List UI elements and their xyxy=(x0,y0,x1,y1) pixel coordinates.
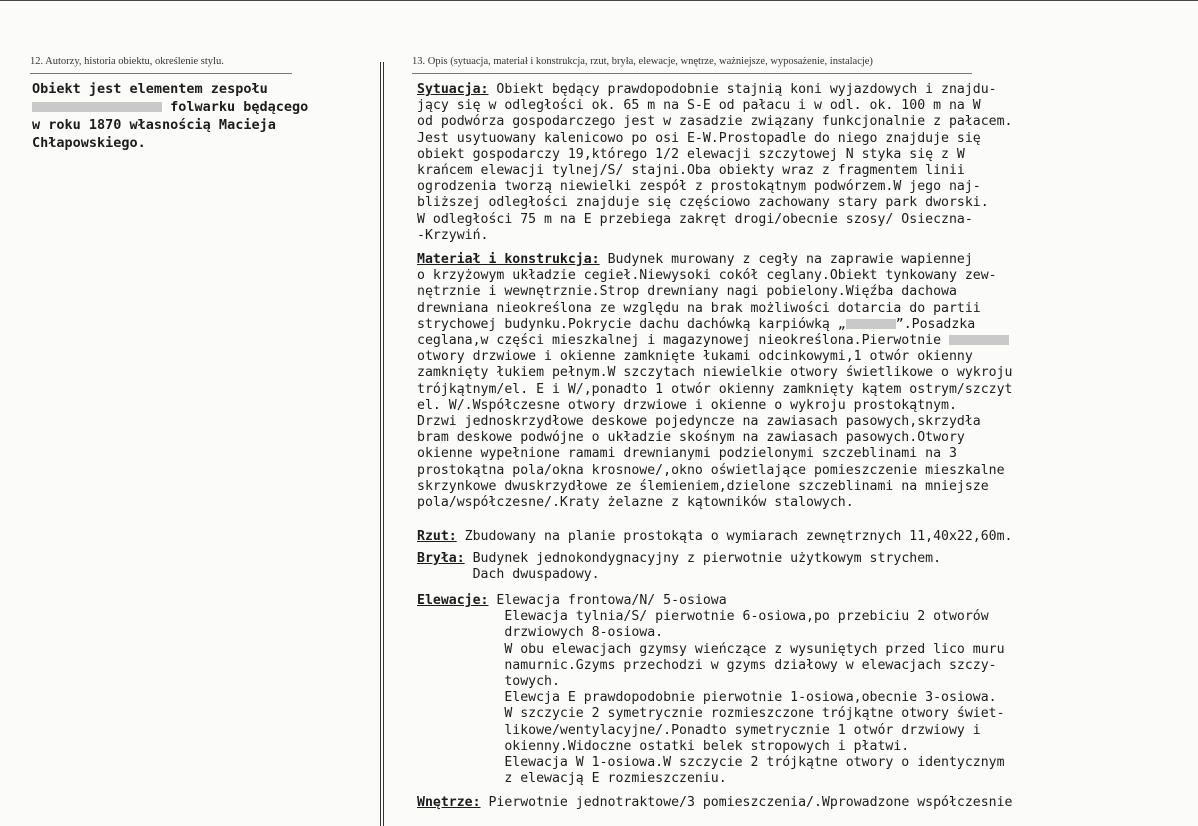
section-label: Wnętrze: xyxy=(417,795,481,810)
history-line: folwarku będącego xyxy=(170,99,309,115)
text-line: jący się w odległości ok. 65 m na S-E od pałacu i w odl. ok. 100 m na W xyxy=(417,98,981,114)
text-line: ceglana,w części mieszkalnej i magazynowej nieokreślona.Pierwotnie xyxy=(417,333,942,349)
text-line: Drzwi jednoskrzydłowe deskowe pojedyncze na zawiasach pasowych,skrzydła xyxy=(417,414,981,430)
history-line: w roku 1870 własnością Macieja xyxy=(32,117,276,133)
text-line: okienny.Widoczne ostatki belek stropowych i płatwi. xyxy=(417,738,910,754)
field-13-header: 13. Opis (sytuacja, materiał i konstrukcja, rzut, bryła, elewacje, wnętrze, ważniejsze, wyposażenie, instalacje) xyxy=(412,56,873,67)
text-line: W szczycie 2 symetrycznie rozmieszczone trójkątne otwory świet- xyxy=(417,706,1005,722)
text-line: Zbudowany na planie prostokąta o wymiarach zewnętrznych 11,40x22,60m. xyxy=(456,529,1013,544)
text-line: Budynek jednokondygnacyjny z pierwotnie użytkowym strychem. xyxy=(464,551,942,566)
text-line: drzwiowych 8-osiowa. xyxy=(417,625,664,641)
history-text xyxy=(32,80,372,152)
top-border xyxy=(0,0,1198,1)
section-label: Rzut: xyxy=(417,529,457,544)
text-line: prostokątna pola/okna krosnowe/,okno oświetlające pomieszczenie mieszkalne xyxy=(417,462,1005,478)
text-line: Pierwotnie jednotraktowe/3 pomieszczenia/.Wprowadzone współczesnie xyxy=(480,795,1013,810)
section-elewacje xyxy=(417,593,1187,787)
text-line: Obiekt będący prawdopodobnie stajnią koni wyjazdowych i znajdu- xyxy=(488,82,997,97)
text-line: zamknięty łukiem pełnym.W szczytach niewielkie otwory świetlikowe o wykroju xyxy=(417,365,1013,381)
section-label: Elewacje: xyxy=(417,593,489,608)
text-line: drewniana nieokreślona ze względu na brak możliwości dotarcia do partii xyxy=(417,300,981,316)
text-line: likowe/wentylacyjne/.Ponadto symetrycznie 1 otwór drzwiowy i xyxy=(417,722,981,738)
redacted-text xyxy=(846,319,896,329)
text-line: towych. xyxy=(417,674,560,690)
section-sytuacja xyxy=(417,82,1187,244)
text-line: Elewacja W 1-osiowa.W szczycie 2 trójkątne otwory o identycznym xyxy=(417,755,1005,771)
history-line: Chłapowskiego. xyxy=(32,135,146,151)
section-label: Bryła: xyxy=(417,551,465,566)
text-line: namurnic.Gzyms przechodzi w gzyms działowy w elewacjach szczy- xyxy=(417,657,997,673)
text-line: skrzynkowe dwuskrzydłowe ze ślemieniem,dzielone szczeblinami na mniejsze xyxy=(417,478,989,494)
text-line: bram deskowe podwójne o układzie skośnym na zawiasach pasowych.Otwory xyxy=(417,430,965,446)
text-line: W odległości 75 m na E przebiega zakręt drogi/obecnie szosy/ Osieczna- xyxy=(417,211,973,227)
text-line: Budynek murowany z cegły na zaprawie wapiennej xyxy=(599,252,973,267)
redacted-text xyxy=(32,102,162,112)
section-material xyxy=(417,252,1187,511)
text-line: z elewacją E rozmieszczeniu. xyxy=(417,771,727,787)
text-line: Dach dwuspadowy. xyxy=(417,567,600,583)
text-line: -Krzywiń. xyxy=(417,227,489,243)
column-divider xyxy=(380,62,381,826)
section-label: Materiał i konstrukcja: xyxy=(417,252,600,267)
text-line: Elewacja tylnia/S/ pierwotnie 6-osiowa,po przebiciu 2 otworów xyxy=(417,609,989,625)
text-line: pola/współczesne/.Kraty żelazne z kątowników stalowych. xyxy=(417,495,854,511)
text-line: el. W/.Współczesne otwory drzwiowe i okienne o wykroju prostokątnym. xyxy=(417,397,957,413)
section-wnetrze xyxy=(417,795,1187,811)
section-label: Sytuacja: xyxy=(417,82,489,97)
section-rzut xyxy=(417,529,1187,545)
text-line: nętrznie i wewnętrznie.Strop drewniany nagi pobielony.Więźba dachowa xyxy=(417,284,957,300)
text-line: Elewcja E prawdopodobnie pierwotnie 1-osiowa,obecnie 3-osiowa. xyxy=(417,690,997,706)
text-line: Elewacja frontowa/N/ 5-osiowa xyxy=(488,593,727,608)
history-line: Obiekt jest elementem zespołu xyxy=(32,81,268,97)
text-line: W obu elewacjach gzymsy wieńczące z wysuniętych przed lico muru xyxy=(417,641,1005,657)
text-line: trójkątnym/el. E i W/,ponadto 1 otwór okienny zamknięty kątem ostrym/szczyt xyxy=(417,381,1013,397)
text-line: o krzyżowym układzie cegieł.Niewysoki cokół ceglany.Obiekt tynkowany zew- xyxy=(417,268,997,284)
text-line: bliższej odległości znajduje się częściowo zachowany stary park dworski. xyxy=(417,195,989,211)
field-12-underline xyxy=(30,73,292,74)
column-divider-double xyxy=(383,62,384,826)
text-line: krańcem elewacji tylnej/S/ stajni.Oba obiekty wraz z fragmentem linii xyxy=(417,163,965,179)
field-12-header: 12. Autorzy, historia obiektu, określenie stylu. xyxy=(30,56,224,67)
redacted-text xyxy=(949,335,1009,345)
text-line: okienne wypełnione ramami drewnianymi podzielonymi szczeblinami na 3 xyxy=(417,446,957,462)
text-line: obiekt gospodarczy 19,którego 1/2 elewacji szczytowej N styka się z W xyxy=(417,146,965,162)
text-line: od podwórza gospodarczego jest w zasadzie związany funkcjonalnie z pałacem. xyxy=(417,114,1013,130)
section-bryla xyxy=(417,551,1187,583)
field-13-underline xyxy=(412,73,972,74)
text-line: strychowej budynku.Pokrycie dachu dachówką karpiówką „ xyxy=(417,316,846,332)
text-line: otwory drzwiowe i okienne zamknięte łukami odcinkowymi,1 otwór okienny xyxy=(417,349,973,365)
text-line: Jest usytuowany kalenicowo po osi E-W.Prostopadle do niego znajduje się xyxy=(417,130,981,146)
text-line: ”.Posadzka xyxy=(895,316,976,332)
text-line: ogrodzenia tworzą niewielki zespół z prostokątnym podwórzem.W jego naj- xyxy=(417,179,981,195)
